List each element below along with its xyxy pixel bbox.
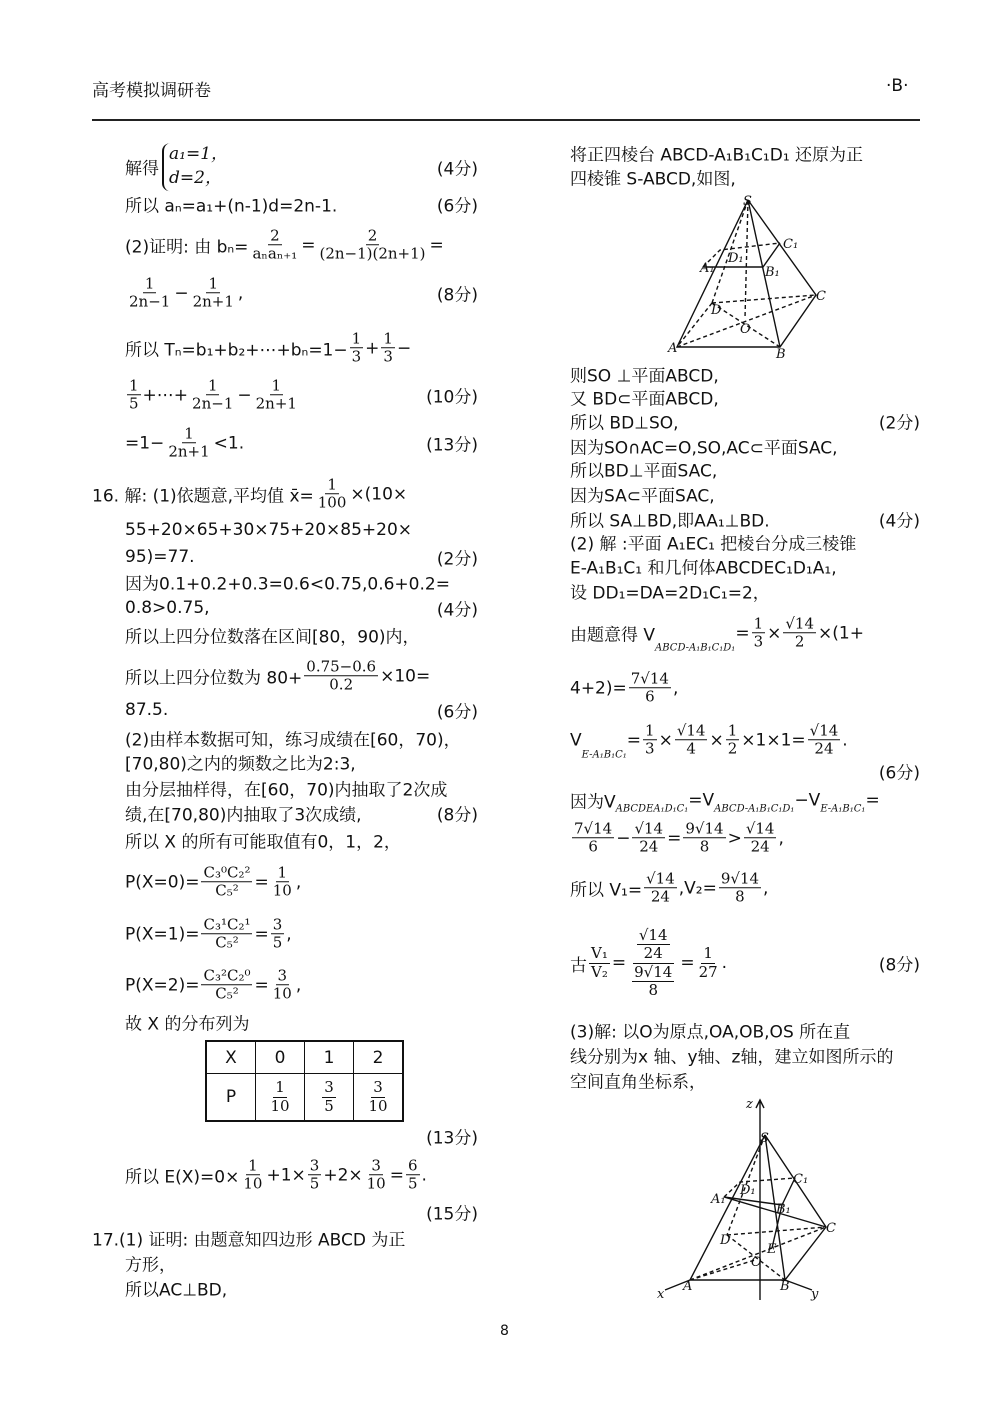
text: ,V₂= <box>678 878 717 898</box>
text: P(X=2)= <box>125 975 200 995</box>
text: 6 <box>407 1156 418 1175</box>
text: 4 <box>686 739 696 758</box>
text: 10 <box>243 1174 263 1193</box>
text: 95)=77. <box>125 547 195 567</box>
text: <1. <box>213 433 245 453</box>
text: [70,80)之内的频数之比为2:3, <box>125 754 356 775</box>
text: 8 <box>735 887 745 906</box>
svg-text:D₁: D₁ <box>728 251 744 266</box>
text: C₅² <box>215 984 239 1003</box>
text: 方形， <box>125 1255 176 1276</box>
score-label: (4分) <box>878 511 920 532</box>
fraction: $\frac{1}{10}$ <box>270 1078 290 1115</box>
text: 3 <box>645 739 655 758</box>
text: 空间直角坐标系， <box>570 1072 706 1093</box>
svg-text:S: S <box>760 1131 769 1146</box>
table-header-cell: 0 <box>256 1041 305 1074</box>
text: 1 <box>753 614 764 633</box>
svg-text:C: C <box>826 1221 836 1236</box>
table-header-cell: 2 <box>354 1041 404 1074</box>
text: 100 <box>317 493 347 512</box>
text: =V <box>688 790 715 810</box>
text: 3 <box>277 966 288 985</box>
text: 10 <box>272 984 292 1003</box>
text: 所以 E(X)=0× <box>125 1167 240 1188</box>
text: . <box>842 730 848 750</box>
svg-text:B₁: B₁ <box>765 265 780 280</box>
svg-text:A₁: A₁ <box>700 261 715 276</box>
text: 3 <box>371 1156 381 1175</box>
text: 27 <box>698 962 718 981</box>
svg-text:D₁: D₁ <box>740 1183 756 1198</box>
svg-text:O: O <box>751 1255 762 1270</box>
score-label: (13分) <box>426 1128 478 1149</box>
svg-text:x: x <box>657 1287 665 1302</box>
score-label: (15分) <box>426 1204 478 1225</box>
table-header-cell: 1 <box>305 1041 354 1074</box>
text: P(X=1)= <box>125 924 200 944</box>
text: , <box>295 872 302 892</box>
text: 5 <box>407 1174 418 1193</box>
text: 24 <box>814 739 834 758</box>
text: + <box>365 338 380 358</box>
svg-text:A: A <box>683 1279 693 1294</box>
text: = <box>254 872 269 892</box>
fraction: $\frac{3}{5}$ <box>324 1078 334 1115</box>
text: (2) 解 :平面 A₁EC₁ 把棱台分成三棱锥 <box>570 534 857 555</box>
svg-text:B: B <box>776 347 786 362</box>
text: 3 <box>309 1156 320 1175</box>
text: 17.(1) 证明: 由题意知四边形 ABCD 为正 <box>92 1230 406 1251</box>
text: 因为0.1+0.2+0.3=0.6<0.75,0.6+0.2= <box>125 574 450 595</box>
text: V₂ <box>591 962 608 981</box>
text: (3)解: 以O为原点,OA,OB,OS 所在直 <box>570 1022 851 1043</box>
text: 又 BD⊂平面ABCD, <box>570 389 719 410</box>
subscript: E-A₁B₁C₁ <box>820 803 866 815</box>
text: 2 <box>727 739 738 758</box>
text: , <box>286 924 292 944</box>
text: E-A₁B₁C₁ 和几何体ABCDEC₁D₁A₁, <box>570 558 837 579</box>
text: V <box>570 730 582 750</box>
text: , <box>237 283 244 303</box>
text: 1 <box>327 475 337 494</box>
text: 绩,在[70,80)内抽取了3次成绩, <box>125 805 362 826</box>
text: 9√14 <box>720 869 760 888</box>
svg-text:z: z <box>746 1097 753 1112</box>
text: C₃²C₂⁰ <box>203 966 251 985</box>
text: , <box>778 828 784 848</box>
score-label: (6分) <box>878 763 920 784</box>
svg-text:S: S <box>743 194 752 209</box>
text: 3 <box>272 915 283 934</box>
text: 1 <box>207 376 218 395</box>
text: 24 <box>643 944 663 963</box>
text: 1 <box>703 944 713 963</box>
text: , <box>763 878 769 898</box>
text: 故 X 的分布列为 <box>125 1014 250 1035</box>
text: 2n+1 <box>168 442 210 461</box>
text: 1 <box>727 721 738 740</box>
text: , <box>295 975 302 995</box>
score-label: (8分) <box>436 805 478 826</box>
text: 8 <box>699 837 710 856</box>
text: 10 <box>366 1174 386 1193</box>
table-row-label: P <box>206 1074 256 1122</box>
svg-text:C₁: C₁ <box>793 1172 809 1187</box>
text: 1 <box>645 721 655 740</box>
text: . <box>721 953 728 973</box>
text: 7√14 <box>574 819 613 838</box>
text: 所以上四分位数落在区间[80，90)内， <box>125 627 420 648</box>
text: 2 <box>794 632 805 651</box>
text: 1 <box>271 376 282 395</box>
text: ×1×1= <box>741 730 806 750</box>
text: − <box>174 283 189 303</box>
svg-text:C₁: C₁ <box>783 237 799 252</box>
svg-text:O: O <box>740 322 751 337</box>
text: 1 <box>144 274 155 293</box>
svg-text:A: A <box>668 341 678 356</box>
text: 因为V <box>570 792 616 813</box>
text: +2× <box>323 1165 363 1185</box>
text: 3 <box>753 632 764 651</box>
text: 9√14 <box>634 962 673 981</box>
text: 9√14 <box>685 819 724 838</box>
text: √14 <box>634 819 664 838</box>
text: =1− <box>125 433 165 453</box>
text: +⋯+ <box>142 385 189 405</box>
text: × <box>658 730 673 750</box>
text: 所以 Tₙ=b₁+b₂+⋯+bₙ=1− <box>125 340 348 361</box>
text: = <box>865 790 880 810</box>
text: − <box>396 338 412 358</box>
text: 7√14 <box>630 669 669 688</box>
text: 3 <box>351 347 362 366</box>
text: 24 <box>639 837 659 856</box>
text: 所以 SA⊥BD,即AA₁⊥BD. <box>570 511 770 532</box>
text: C₃¹C₂¹ <box>203 915 251 934</box>
text: +1× <box>266 1165 306 1185</box>
text: 四棱锥 S-ABCD,如图, <box>570 169 736 190</box>
text: ×10= <box>380 666 431 686</box>
text: 4+2)= <box>570 678 627 698</box>
text: = <box>626 730 642 750</box>
score-label: (6分) <box>436 196 478 217</box>
text: = <box>254 975 269 995</box>
text: 因为SO∩AC=O,SO,AC⊂平面SAC, <box>570 438 838 459</box>
text: 解得 <box>125 159 159 180</box>
score-label: (8分) <box>878 955 920 976</box>
text: 由题意得 V <box>570 625 656 646</box>
text: . <box>421 1165 427 1185</box>
text: 2n−1 <box>129 292 171 311</box>
text: 则SO ⊥平面ABCD, <box>570 366 719 387</box>
text: × <box>767 623 782 643</box>
text: 3 <box>383 347 393 366</box>
text: C₅² <box>215 933 239 952</box>
score-label: (10分) <box>426 387 478 408</box>
svg-text:D: D <box>720 1233 731 1248</box>
text: 由分层抽样得，在[60，70)内抽取了2次成 <box>125 780 448 801</box>
text: (2)由样本数据可知，练习成绩在[60，70)， <box>125 730 461 751</box>
score-label: (2分) <box>878 413 920 434</box>
text: 6 <box>645 687 655 706</box>
equation: a₁=1， <box>169 144 229 165</box>
svg-text:A₁: A₁ <box>711 1192 726 1207</box>
text: 16. 解: (1)依题意,平均值 x̄= <box>92 486 314 507</box>
text: 5 <box>309 1174 320 1193</box>
subscript: ABCD-A₁B₁C₁D₁ <box>714 803 795 815</box>
text: = <box>611 953 627 973</box>
text: √14 <box>809 721 839 740</box>
header-version: ·B· <box>886 76 909 96</box>
text: 所以上四分位数为 80+ <box>125 668 303 689</box>
text: = <box>301 235 316 255</box>
text: > <box>727 828 742 848</box>
text: = <box>735 623 750 643</box>
svg-text:y: y <box>811 1287 819 1302</box>
text: C₃⁰C₂² <box>203 863 251 882</box>
text: 1 <box>248 1156 258 1175</box>
text: 1 <box>129 376 139 395</box>
text: 24 <box>650 887 670 906</box>
page-number: 8 <box>500 1323 509 1339</box>
text: 所以 BD⊥SO, <box>570 413 679 434</box>
subscript: ABCDEA₁D₁C₁ <box>615 803 689 815</box>
text: 1 <box>277 863 288 882</box>
score-label: (2分) <box>436 549 478 570</box>
text: , <box>672 678 679 698</box>
text: 8 <box>648 980 658 999</box>
text: √14 <box>638 926 668 944</box>
text: 2n+1 <box>192 292 234 311</box>
text: 因为SA⊂平面SAC, <box>570 486 715 507</box>
text: 所以 V₁= <box>570 880 643 901</box>
text: V₁ <box>591 944 608 963</box>
text: 5 <box>272 933 283 952</box>
text: = <box>254 924 269 944</box>
subscript: ABCD-A₁B₁C₁D₁ <box>655 641 736 653</box>
text: 将正四棱台 ABCD-A₁B₁C₁D₁ 还原为正 <box>570 145 864 166</box>
text: 线分别为x 轴、y轴、z轴，建立如图所示的 <box>570 1047 894 1068</box>
text: √14 <box>745 819 775 838</box>
text: √14 <box>785 614 815 633</box>
score-label: (4分) <box>436 159 478 180</box>
text: 所以 X 的所有可能取值有0，1，2， <box>125 832 401 853</box>
text: (2)证明: 由 bₙ= <box>125 237 249 258</box>
score-label: (13分) <box>426 435 478 456</box>
text: 1 <box>383 329 393 348</box>
text: √14 <box>646 869 675 888</box>
text: 0.8>0.75, <box>125 598 210 618</box>
text: 0.75−0.6 <box>306 657 377 676</box>
score-label: (6分) <box>436 702 478 723</box>
text: = <box>429 235 444 255</box>
text: = <box>389 1165 404 1185</box>
text: = <box>680 953 695 973</box>
text: −V <box>794 790 821 810</box>
text: 55+20×65+30×75+20×85+20× <box>125 520 413 540</box>
text: = <box>667 828 682 848</box>
text: 87.5. <box>125 700 169 720</box>
pyramid-figure-2 <box>665 1100 826 1300</box>
text: 24 <box>750 837 770 856</box>
equation: d=2， <box>169 168 222 188</box>
text: 设 DD₁=DA=2D₁C₁=2， <box>570 583 770 604</box>
score-label: (4分) <box>436 600 478 621</box>
text: − <box>616 828 631 848</box>
subscript: E-A₁B₁C₁ <box>581 748 627 760</box>
text: 2 <box>270 226 280 245</box>
fraction: $\frac{3}{10}$ <box>368 1078 388 1115</box>
text: 2n−1 <box>192 394 234 413</box>
svg-text:D: D <box>711 303 722 318</box>
text: 5 <box>129 394 139 413</box>
text: 10 <box>272 881 292 900</box>
text: 1 <box>351 329 362 348</box>
svg-text:B₁: B₁ <box>776 1202 791 1217</box>
score-label: (8分) <box>436 285 478 306</box>
text: − <box>237 385 252 405</box>
table-header-cell: X <box>206 1041 256 1074</box>
text: √14 <box>676 721 706 740</box>
text: aₙaₙ₊₁ <box>252 244 298 263</box>
text: 1 <box>184 424 194 443</box>
text: ×(1+ <box>818 623 864 643</box>
text: 2n+1 <box>255 394 297 413</box>
text: 所以 aₙ=a₁+(n-1)d=2n-1. <box>125 196 338 217</box>
text: C₅² <box>215 881 239 900</box>
text: 古 <box>570 955 587 976</box>
text: P(X=0)= <box>125 872 200 892</box>
text: ×(10× <box>350 484 408 504</box>
text: 所以BD⊥平面SAC, <box>570 461 718 482</box>
text: × <box>709 730 724 750</box>
text: 6 <box>588 837 598 856</box>
svg-text:B: B <box>780 1279 790 1294</box>
text: (2n−1)(2n+1) <box>319 244 426 263</box>
text: 0.2 <box>329 675 354 694</box>
svg-text:C: C <box>816 289 826 304</box>
text: 所以AC⊥BD, <box>125 1280 228 1301</box>
header-title: 高考模拟调研卷 <box>92 81 211 101</box>
svg-text:E: E <box>767 1242 777 1257</box>
text: 2 <box>367 226 378 245</box>
text: 1 <box>208 274 219 293</box>
